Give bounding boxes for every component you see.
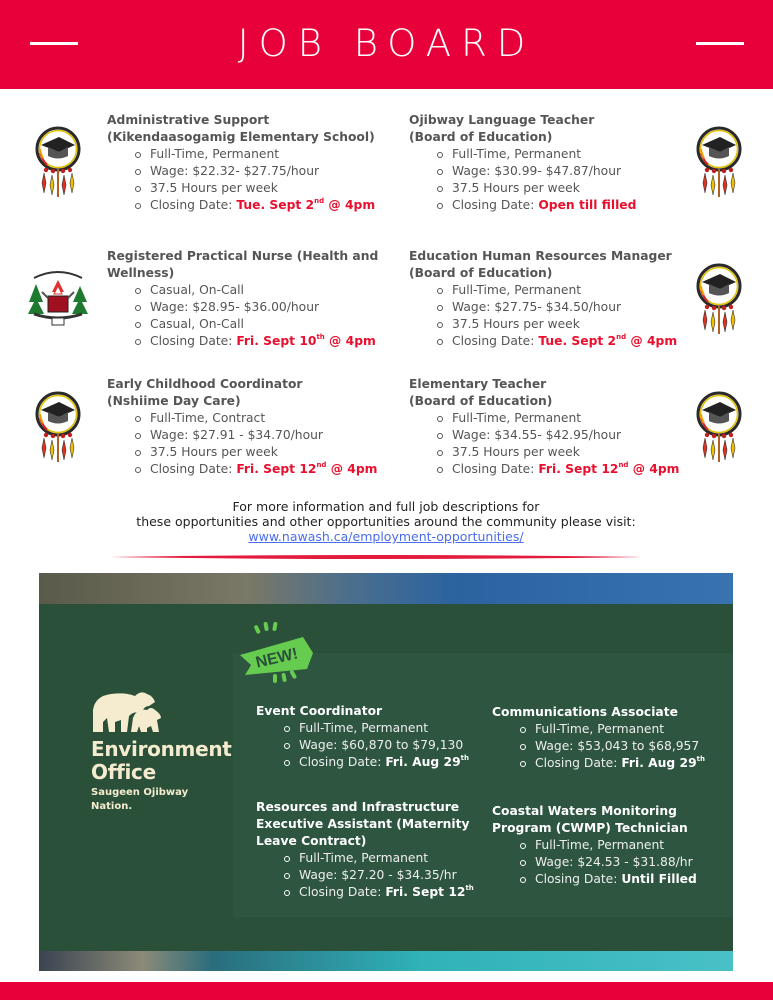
job-posting [409,248,677,350]
closing-date-suffix: th [696,755,705,763]
closing-label: Closing Date: [299,755,386,769]
job-department: (Board of Education) [409,266,553,280]
env-job-posting [492,704,705,772]
job-closing-date [150,461,377,478]
job-detail: Full-Time, Permanent [452,282,677,299]
job-closing-date [452,333,677,350]
job-title: Registered Practical Nurse (Health and [107,249,379,263]
closing-date-text: Open till filled [538,198,637,212]
closing-date-suffix: th [316,333,325,341]
job-department: (Kikendaasogamig Elementary School) [107,130,375,144]
environment-office-panel [39,573,733,971]
job-detail: Wage: $53,043 to $68,957 [535,738,705,755]
job-title: Communications Associate [492,705,678,719]
job-detail: Wage: $28.95- $36.00/hour [150,299,378,316]
job-posting [107,112,375,214]
closing-time: @ 4pm [626,334,678,348]
employment-opportunities-link[interactable]: www.nawash.ca/employment-opportunities/ [248,529,524,544]
info-line-1: For more information and full job descriptions for [232,499,540,514]
footer-bar [0,982,773,1000]
job-posting [409,376,679,478]
closing-date-suffix: nd [618,461,629,469]
job-detail: Full-Time, Permanent [535,721,705,738]
job-closing-date [452,461,679,478]
job-closing-date [150,333,378,350]
job-title: Elementary Teacher [409,377,547,391]
coastline-photo-top [39,573,733,604]
closing-date-text: Tue. Sept 2 [236,198,315,212]
env-job-posting [256,703,469,771]
logo-sub-2: Nation. [91,801,133,812]
job-title: Administrative Support [107,113,270,127]
job-detail: Full-Time, Permanent [150,146,375,163]
job-title-line: Coastal Waters Monitoring [492,804,677,818]
closing-date-suffix: nd [314,197,325,205]
job-title-line: Resources and Infrastructure [256,800,460,814]
closing-label: Closing Date: [150,334,237,348]
new-badge [235,621,319,687]
red-swoosh-divider [110,554,642,560]
closing-date-text: Fri. Aug 29 [385,755,461,769]
job-detail: Wage: $24.53 - $31.88/hr [535,854,697,871]
job-title: Event Coordinator [256,704,383,718]
info-line-2: these opportunities and other opportunities around the community please visit: [136,514,636,529]
closing-date-text: Fri. Sept 12 [385,885,466,899]
closing-value [236,462,377,476]
closing-label: Closing Date: [150,462,237,476]
job-department: (Nshiime Day Care) [107,394,241,408]
job-detail: Full-Time, Contract [150,410,377,427]
job-title: Ojibway Language Teacher [409,113,595,127]
job-detail: Full-Time, Permanent [452,146,636,163]
job-closing-date [150,197,375,214]
dreamcatcher-logo-icon [694,390,744,468]
closing-date-text: Fri. Sept 12 [236,462,317,476]
job-detail: Casual, On-Call [150,282,378,299]
header-banner [0,0,773,89]
page-title: JOB BOARD [237,22,536,65]
job-detail: 37.5 Hours per week [150,444,377,461]
job-detail: 37.5 Hours per week [452,444,679,461]
closing-value [385,885,473,899]
job-closing-date [535,871,697,888]
closing-date-suffix: th [465,884,474,892]
job-detail: Wage: $30.99- $47.87/hour [452,163,636,180]
closing-date-text: Fri. Sept 10 [236,334,317,348]
job-detail: Wage: $27.91 - $34.70/hour [150,427,377,444]
job-detail: 37.5 Hours per week [150,180,375,197]
closing-value: Until Filled [621,872,697,886]
job-detail: Wage: $34.55- $42.95/hour [452,427,679,444]
closing-date-suffix: nd [616,333,627,341]
dreamcatcher-logo-icon [694,125,744,203]
logo-sub-1: Saugeen Ojibway [91,787,189,798]
closing-label: Closing Date: [452,334,539,348]
closing-label: Closing Date: [299,885,386,899]
job-department: (Board of Education) [409,394,553,408]
closing-label: Closing Date: [452,198,539,212]
job-closing-date [299,754,469,771]
job-posting [107,248,378,350]
job-detail: 37.5 Hours per week [452,180,636,197]
env-job-posting [256,799,474,901]
closing-date-text: Fri. Sept 12 [538,462,619,476]
job-title-line: Executive Assistant (Maternity [256,817,470,831]
job-detail: 37.5 Hours per week [452,316,677,333]
closing-time: @ 4pm [326,462,378,476]
job-closing-date [299,884,474,901]
job-detail: Wage: $27.20 - $34.35/hr [299,867,474,884]
job-closing-date [535,755,705,772]
logo-line-environment: Environment [91,737,232,761]
job-detail: Casual, On-Call [150,316,378,333]
closing-date-suffix: nd [316,461,327,469]
bear-logo-icon [91,688,171,734]
job-title-line: Program (CWMP) Technician [492,821,688,835]
closing-time: @ 4pm [324,334,376,348]
closing-date-suffix: th [460,754,469,762]
job-detail: Full-Time, Permanent [535,837,697,854]
closing-date-text: Fri. Aug 29 [621,756,697,770]
job-detail: Full-Time, Permanent [452,410,679,427]
more-info [100,499,672,544]
closing-time: @ 4pm [324,198,376,212]
new-badge-text: NEW! [254,645,300,672]
logo-line-office: Office [91,760,156,784]
dreamcatcher-logo-icon [33,390,83,468]
closing-value [385,755,469,769]
header-dash-right [696,42,744,45]
chippewas-crest-icon [26,268,90,330]
job-title: Education Human Resources Manager [409,249,672,263]
dreamcatcher-logo-icon [33,125,83,203]
job-detail: Wage: $60,870 to $79,130 [299,737,469,754]
env-job-posting [492,803,697,888]
job-posting [409,112,636,214]
closing-value [538,198,636,212]
environment-office-logo [91,688,232,812]
closing-label: Closing Date: [535,756,622,770]
closing-value [538,462,679,476]
job-detail: Full-Time, Permanent [299,720,469,737]
job-closing-date [452,197,636,214]
closing-time: @ 4pm [628,462,680,476]
job-department: (Board of Education) [409,130,553,144]
closing-value [236,198,375,212]
job-detail: Wage: $27.75- $34.50/hour [452,299,677,316]
closing-label: Closing Date: [535,872,622,886]
closing-value [621,756,705,770]
closing-date-text: Tue. Sept 2 [538,334,617,348]
closing-label: Closing Date: [150,198,237,212]
job-posting [107,376,377,478]
dreamcatcher-logo-icon [694,262,744,340]
closing-label: Closing Date: [452,462,539,476]
job-title: Early Childhood Coordinator [107,377,303,391]
job-detail: Wage: $22.32- $27.75/hour [150,163,375,180]
closing-value [538,334,677,348]
coastline-photo-bottom [39,951,733,971]
job-title-line: Leave Contract) [256,834,367,848]
job-department: Wellness) [107,266,175,280]
closing-value [236,334,376,348]
job-detail: Full-Time, Permanent [299,850,474,867]
